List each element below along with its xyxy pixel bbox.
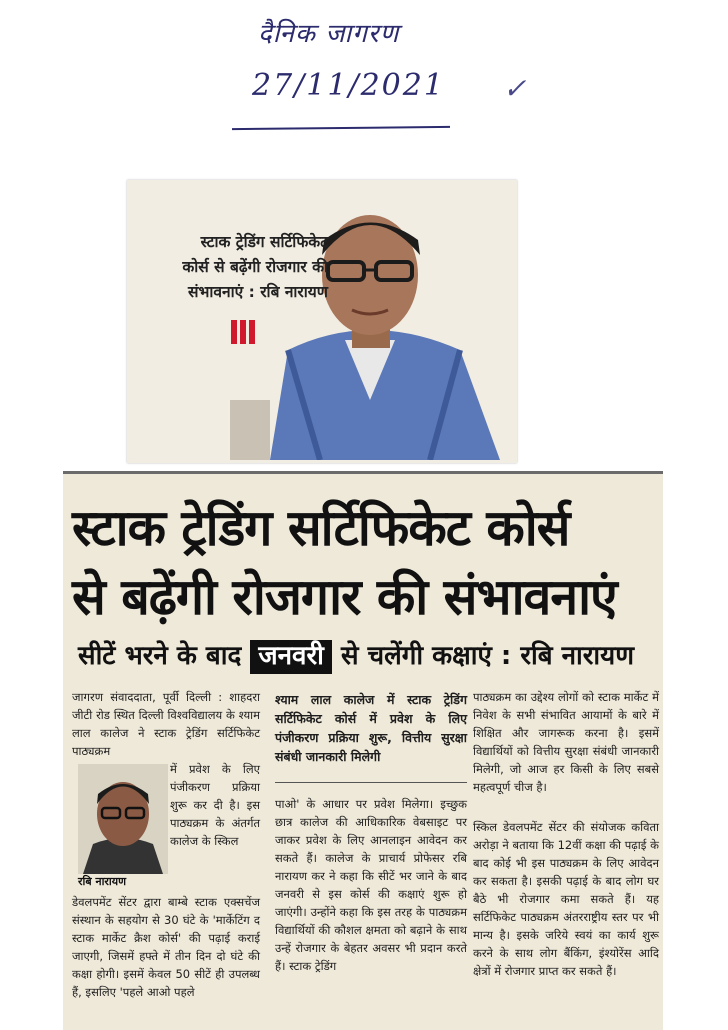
top-headline-line-2: कोर्स से बढ़ेंगी रोजगार की [182, 258, 328, 276]
subhead-before: सीटें भरने के बाद [78, 641, 242, 671]
inset-portrait-image [78, 764, 168, 874]
headline-line-2: से बढ़ेंगी रोजगार की संभावनाएं [72, 568, 617, 626]
top-headline-line-1: स्टाक ट्रेडिंग सर्टिफिकेट [200, 233, 328, 251]
column-2-text: पाओ' के आधार पर प्रवेश मिलेगा। इच्छुक छात्र कालेज की आधिकारिक वेबसाइट पर जाकर प्रवेश के लिए आनलाइन आवेदन कर सकते हैं। कालेज के प्राचार्य प्रोफेसर रबि नारायण कर ने कहा कि सीटें भर जाने के बाद जनवरी से इस कोर्स की कक्षाएं शुरू हो जाएंगी। उन्होंने कहा कि इस तरह के पाठ्यक्रम विद्यार्थियों की कौशल क्षमता को बढ़ाने के साथ उन्हें रोजगार के बेहतर अवसर भी प्रदान करते हैं। स्टाक ट्रेडिंग [275, 797, 467, 973]
inset-photo-caption: रबि नारायण [78, 875, 127, 888]
handwritten-tick-mark: ✓ [503, 72, 527, 105]
red-bar-mark [231, 320, 261, 344]
subhead-after: से चलेंगी कक्षाएं : रबि नारायण [340, 641, 635, 671]
handwritten-underline [232, 126, 450, 130]
handwritten-date: 27/11/2021 [252, 68, 445, 103]
column-2-divider [275, 782, 467, 783]
article-subheadline [78, 636, 658, 680]
column-2-highlight-box: श्याम लाल कालेज में स्टाक ट्रेडिंग सर्टिफिकेट कोर्स में प्रवेश के लिए पंजीकरण प्रक्रिया शुरू, वित्तीय सुरक्षा संबंधी जानकारी मिलेगी [275, 692, 467, 764]
headline-line-1: स्टाक ट्रेडिंग सर्टिफिकेट कोर्स [72, 499, 570, 557]
subhead-highlight: जनवरी [250, 640, 332, 674]
top-headline-line-3: संभावनाएं : रबि नारायण [188, 283, 328, 301]
column-1-bottom: डेवलपमेंट सेंटर द्वारा बाम्बे स्टाक एक्सचेंज संस्थान के सहयोग से 30 घंटे के 'मार्केटिंग द स्टाक मार्केट क्रैश कोर्स' की पढ़ाई कराई जाएगी, जिसमें हफ्ते में तीन दिन दो घंटे की कक्षा होगी। इसमें केवल 50 सीटें ही उपलब्ध हैं, इसलिए 'पहले आओ पहले [72, 895, 260, 999]
article-headline [72, 494, 658, 632]
column-1-top: जागरण संवाददाता, पूर्वी दिल्ली : शाहदरा जीटी रोड स्थित दिल्ली विश्वविद्यालय के श्याम लाल कालेज ने स्टाक ट्रेडिंग सर्टिफिकेट पाठ्यक्रम [72, 690, 260, 758]
handwritten-paper-name: दैनिक जागरण [258, 19, 400, 49]
top-clipping-headline [158, 230, 328, 305]
column-3-bottom: स्किल डेवलपमेंट सेंटर की संयोजक कविता अरोड़ा ने बताया कि 12वीं कक्षा की पढ़ाई के बाद कोई भी इस पाठ्यक्रम के लिए आवेदन कर सकता है। इसकी पढ़ाई के बाद लोग घर बैठे भी रोजगार कमा सकते हैं। यह सर्टिफिकेट पाठ्यक्रम अंतरराष्ट्रीय स्तर पर भी मान्य है। इसके जरिये स्वयं का कार्य शुरू करने के साथ लोग बैंकिंग, इंश्योरेंस आदि क्षेत्रों में रोजगार प्राप्त कर सकते हैं। [473, 820, 659, 978]
column-3-top: पाठ्यक्रम का उद्देश्य लोगों को स्टाक मार्केट में निवेश के सभी संभावित आयामों के बारे में शिक्षित और जागरूक करना है। इसमें विद्यार्थियों को वित्तीय सुरक्षा संबंधी जानकारी मिलेगी, जो आज हर किसी के लिए सबसे महत्वपूर्ण चीज है। [473, 690, 659, 794]
column-1-wrap: में प्रवेश के लिए पंजीकरण प्रक्रिया शुरू कर दी है। इस पाठ्यक्रम के अंतर्गत कालेज के स्किल [170, 762, 260, 848]
